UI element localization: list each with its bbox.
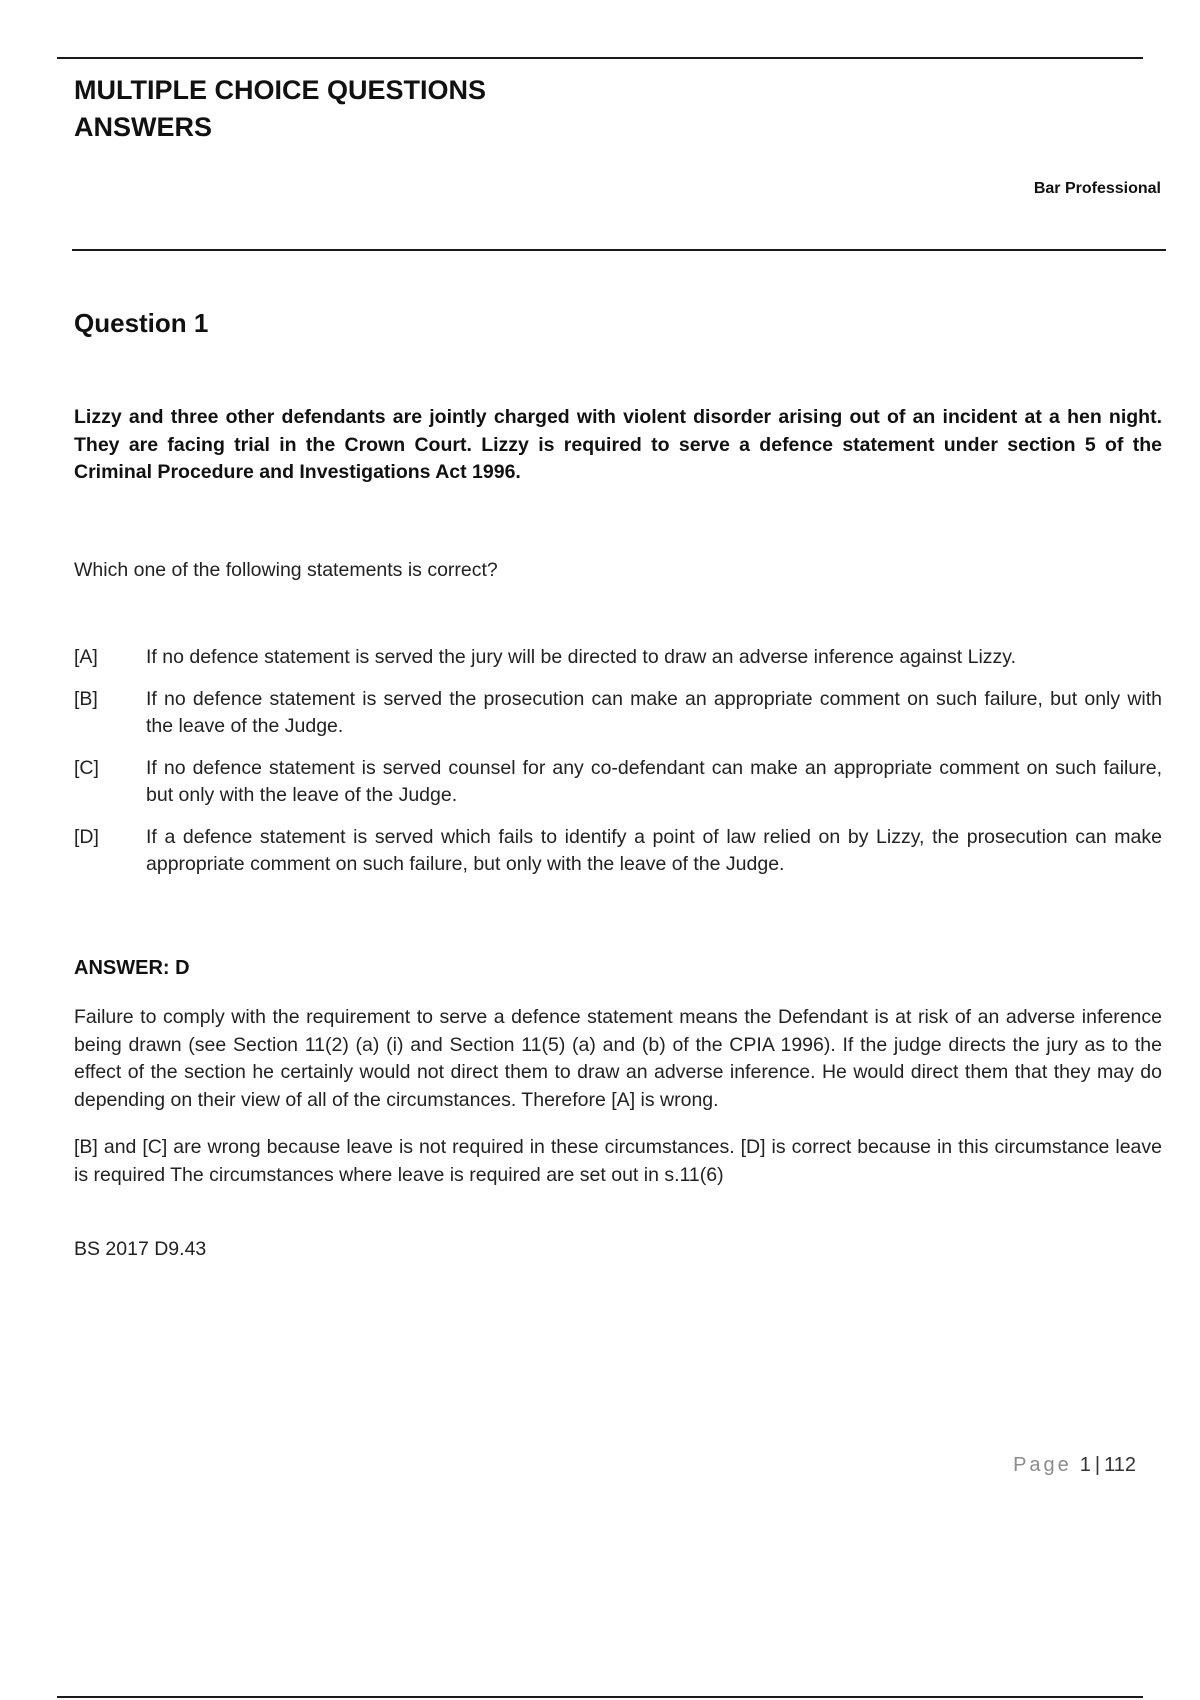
header-divider bbox=[72, 249, 1166, 251]
explanation-paragraph-1: Failure to comply with the requirement to serve a defence statement means the Defendant is at risk of an adverse inference being drawn (see Section 11(2) (a) (i) and Section 11(5) (a) and (b) of the CPIA 1996). If the judge directs the jury as to the effect of the section he certainly would not direct them to draw an adverse inference. He would direct them that they may do depending on their view of all of the circumstances. Therefore [A] is wrong. bbox=[74, 1006, 1162, 1111]
page-separator: | bbox=[1094, 1454, 1101, 1476]
title-line-2: ANSWERS bbox=[74, 112, 213, 142]
option-text: If no defence statement is served counsel for any co-defendant can make an appropriate comment on such failure, but only with the leave of the Judge. bbox=[146, 757, 1162, 806]
option-letter: [C] bbox=[74, 757, 99, 779]
bottom-divider bbox=[57, 1696, 1143, 1698]
answer-heading: ANSWER: D bbox=[74, 957, 190, 979]
explanation-paragraph-2: [B] and [C] are wrong because leave is not required in these circumstances. [D] is correct because in this circumstance leave is required The circumstances where leave is required are set out in s.11(6) bbox=[74, 1136, 1162, 1186]
question-scenario: Lizzy and three other defendants are jointly charged with violent disorder arising out of an incident at a hen night. They are facing trial in the Crown Court. Lizzy is required to serve a defence statement under section 5 of the Criminal Procedure and Investigations Act 1996. bbox=[74, 406, 1162, 483]
option-a bbox=[74, 644, 1162, 671]
option-letter: [B] bbox=[74, 688, 98, 710]
option-text: If a defence statement is served which fails to identify a point of law relied on by Lizzy, the prosecution can make appropriate comment on such failure, but only with the leave of the Judge. bbox=[146, 826, 1162, 875]
question-heading: Question 1 bbox=[74, 308, 209, 338]
top-divider bbox=[57, 57, 1143, 59]
answer-explanation bbox=[74, 1004, 1162, 1209]
title-line-1: MULTIPLE CHOICE QUESTIONS bbox=[74, 75, 487, 105]
option-b bbox=[74, 686, 1162, 740]
option-letter: [D] bbox=[74, 826, 99, 848]
document-title bbox=[74, 72, 486, 146]
header-subtitle: Bar Professional bbox=[1033, 180, 1161, 197]
option-text: If no defence statement is served the jury will be directed to draw an adverse inference against Lizzy. bbox=[146, 646, 1017, 668]
question-prompt: Which one of the following statements is correct? bbox=[74, 559, 498, 581]
option-d bbox=[74, 824, 1162, 878]
page-number bbox=[1013, 1454, 1136, 1477]
option-letter: [A] bbox=[74, 646, 98, 668]
page-label: Page bbox=[1013, 1454, 1072, 1476]
total-pages: 112 bbox=[1104, 1454, 1136, 1476]
option-c bbox=[74, 755, 1162, 809]
answer-options bbox=[74, 644, 1162, 893]
answer-reference: BS 2017 D9.43 bbox=[74, 1238, 207, 1260]
current-page: 1 bbox=[1079, 1454, 1091, 1476]
option-text: If no defence statement is served the prosecution can make an appropriate comment on such failure, but only with the leave of the Judge. bbox=[146, 688, 1162, 737]
